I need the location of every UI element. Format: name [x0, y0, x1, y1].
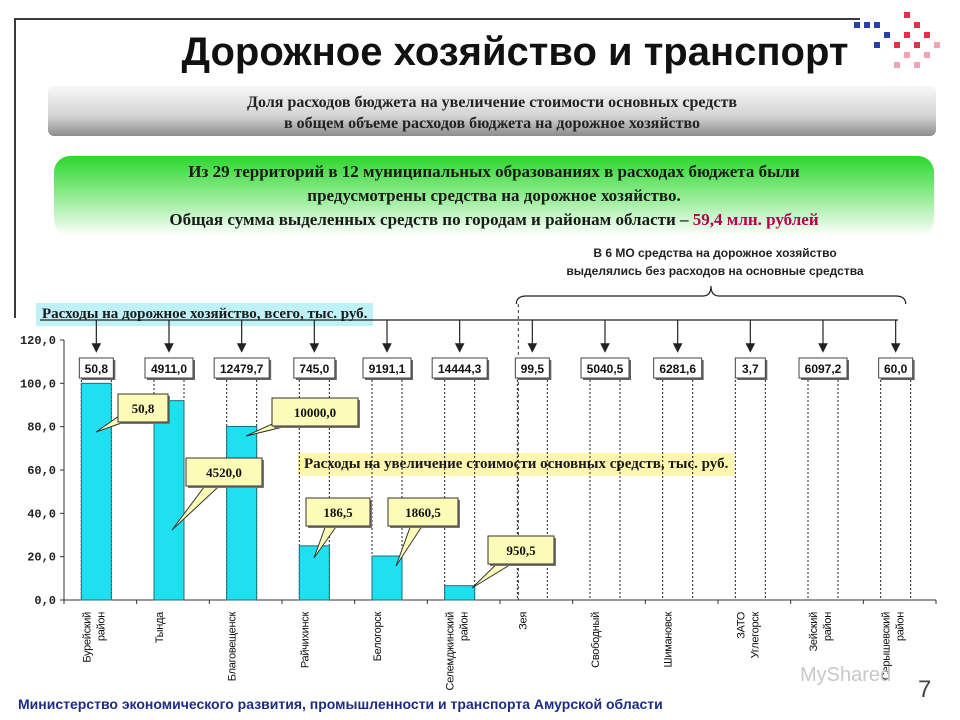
total-value-label: 50,8 — [84, 362, 109, 376]
brace — [516, 286, 905, 304]
page-title: Дорожное хозяйство и транспорт — [181, 30, 849, 74]
brace-note-line-1: В 6 МО средства на дорожное хозяйство — [593, 246, 837, 260]
y-tick-label: 100,0 — [19, 377, 56, 392]
fixed-asset-value-label: 50,8 — [131, 401, 155, 416]
total-value-label: 99,5 — [520, 362, 545, 376]
category-label: Бурейский — [81, 612, 94, 663]
total-value-label: 3,7 — [741, 362, 759, 376]
total-road-label: Расходы на дорожное хозяйство, всего, тыс. руб. — [36, 303, 373, 326]
category-label: Зейский — [808, 612, 820, 652]
fixed-asset-value-label: 1860,5 — [405, 505, 441, 520]
category-label: Шимановск — [662, 612, 675, 668]
category-label: Серышевский — [880, 612, 893, 681]
watermark: MyShared — [800, 664, 892, 686]
category-label: Зея — [517, 612, 530, 630]
category-label: ЗАТО — [735, 612, 748, 639]
page-number: 7 — [918, 676, 932, 703]
summary-line-2: предусмотрены средства на дорожное хозяйство. — [307, 186, 681, 205]
category-label: Тында — [154, 612, 166, 644]
y-tick-label: 80,0 — [27, 420, 56, 435]
bar — [81, 383, 111, 600]
total-value-label: 12479,7 — [219, 362, 264, 376]
total-value-label: 60,0 — [883, 362, 908, 376]
y-tick-label: 40,0 — [27, 507, 56, 522]
subtitle-line-1: Доля расходов бюджета на увеличение стоимости основных средств — [247, 94, 737, 111]
brace-note-line-2: выделялись без расходов на основные средства — [566, 264, 864, 278]
summary-line-1: Из 29 территорий в 12 муниципальных образованиях в расходах бюджета были — [188, 162, 800, 181]
fixed-asset-value-label: 4520,0 — [206, 465, 242, 480]
fixed-assets-label: Расходы на увеличение стоимости основных средств, тыс. руб. — [298, 453, 734, 476]
category-label: район — [894, 612, 907, 642]
total-value-label: 4911,0 — [150, 362, 188, 376]
total-value-label: 14444,3 — [437, 362, 482, 376]
y-tick-label: 20,0 — [27, 550, 56, 565]
category-label: район — [95, 612, 108, 642]
y-tick-label: 120,0 — [19, 334, 56, 348]
total-value-label: 9191,1 — [368, 362, 406, 376]
summary-line-3-text: Общая сумма выделенных средств по городам и районам области – — [169, 210, 693, 229]
total-value-label: 5040,5 — [586, 362, 624, 376]
footer-ministry: Министерство экономического развития, промышленности и транспорта Амурской области — [18, 696, 663, 712]
category-label: район — [458, 612, 471, 642]
category-label: Белогорск — [372, 612, 384, 662]
bar — [445, 586, 475, 600]
y-tick-label: 60,0 — [27, 464, 56, 478]
bar — [299, 546, 329, 600]
category-label: Углегорск — [749, 612, 762, 659]
subtitle-line-2: в общем объеме расходов бюджета на дорожное хозяйство — [283, 115, 701, 132]
y-tick-label: 0,0 — [34, 594, 56, 608]
category-label: Благовещенск — [226, 612, 239, 682]
category-label: Райчихинск — [299, 612, 312, 669]
category-label: Селемджинский — [444, 612, 457, 691]
summary-total-amount: 59,4 млн. рублей — [692, 210, 819, 229]
category-label: Свободный — [590, 612, 602, 668]
total-value-label: 6097,2 — [804, 362, 842, 376]
fixed-asset-value-label: 186,5 — [323, 505, 353, 520]
category-label: район — [822, 612, 834, 642]
fixed-asset-value-label: 950,5 — [506, 543, 536, 558]
fixed-asset-value-label: 10000,0 — [293, 405, 337, 420]
total-value-label: 745,0 — [299, 362, 330, 376]
total-value-label: 6281,6 — [659, 362, 697, 376]
bar — [154, 401, 184, 600]
bar — [227, 426, 257, 600]
